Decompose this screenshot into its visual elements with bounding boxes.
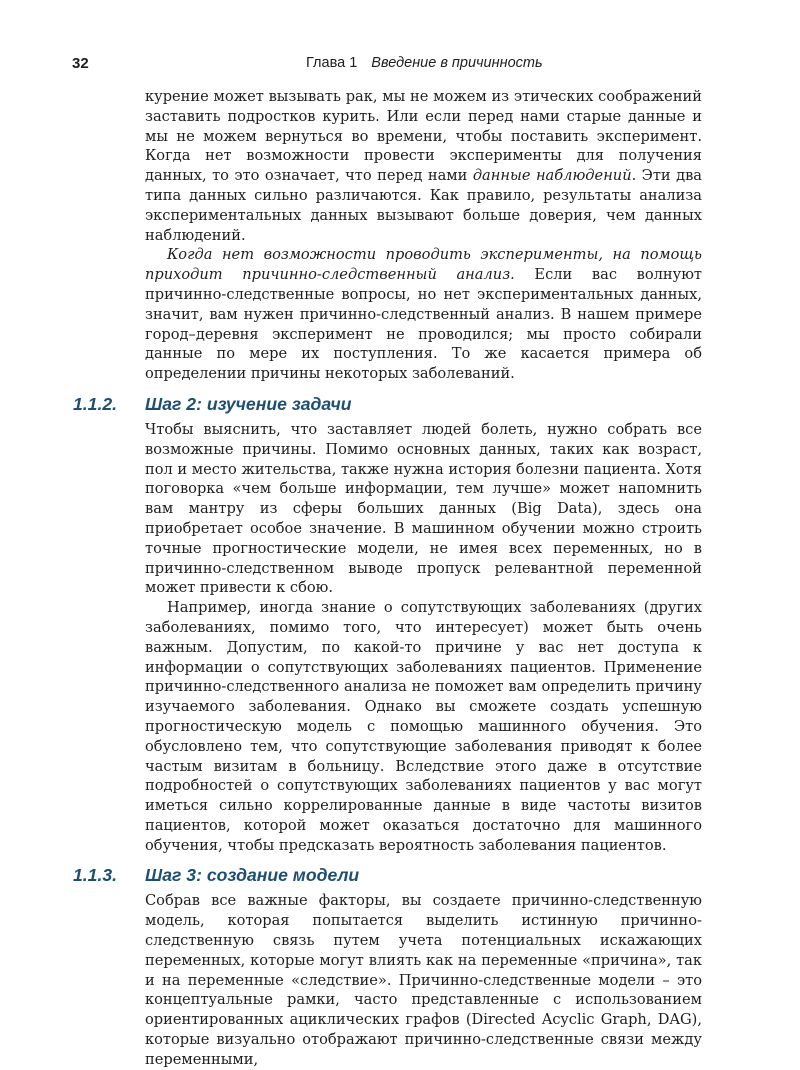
paragraph-1-text: курение может вызывать рак, мы не можем из этических соображений заставить подростков курить. Или если перед нами старые данные и мы не можем вернуться во времени, чтобы поставить эксперимент. Когда нет возможности провести эксперименты для получения данных, то это означает, что перед нами xyxy=(145,88,702,185)
paragraph-2 xyxy=(145,245,702,384)
page-body xyxy=(73,87,702,1070)
section-title: Шаг 2: изучение задачи xyxy=(145,393,352,414)
page-header xyxy=(72,55,700,77)
section-heading-step-3 xyxy=(73,864,702,886)
running-head xyxy=(306,55,543,71)
page-number: 32 xyxy=(72,55,89,72)
section-title: Шаг 3: создание модели xyxy=(145,865,360,886)
paragraph-2-text: Если вас волнуют причинно-следственные вопросы, но нет экспериментальных данных, значит, вам нужен причинно-следственный анализ. В нашем примере город–деревня эксперимент не проводился; мы просто собирали данные по мере их поступления. То же касается примера об определении причины некоторых заболеваний. xyxy=(145,266,702,383)
chapter-label: Глава 1 xyxy=(306,55,358,71)
paragraph-1-text-end: . Эти два типа данных сильно различаются. Как правило, результаты анализа экспериментальных данных вызывают больше доверия, чем данных наблюдений. xyxy=(145,167,702,244)
paragraph-3: Чтобы выяснить, что заставляет людей болеть, нужно собрать все возможные причины. Помимо основных данных, таких как возраст, пол и место жительства, также нужна история болезни пациента. Хотя поговорка «чем больше информации, тем лучше» может напомнить вам мантру из сферы больших данных (Big Data), здесь она приобретает особое значение. В машинном обучении можно строить точные прогностические модели, не имея всех переменных, но в причинно-следственном выводе пропуск релевантной переменной может привести к сбою. xyxy=(145,420,702,597)
paragraph-1-emphasis: данные наблюдений xyxy=(472,167,632,185)
section-heading-step-2 xyxy=(73,393,702,415)
section-number: 1.1.3. xyxy=(73,865,118,886)
paragraph-2-emphasis: Когда нет возможности проводить эксперименты, на помощь приходит причинно-следственный анализ. xyxy=(145,246,702,284)
paragraph-5: Собрав все важные факторы, вы создаете причинно-следственную модель, которая попытается выделить истинную причинно-следственную связь путем учета потенциальных искажающих переменных, которые могут влиять как на переменные «причина», так и на переменные «следствие». Причинно-следственные модели – это концептуальные рамки, часто представленные с использованием ориентированных ациклических графов (Directed Acyclic Graph, DAG), которые визуально отображают причинно-следственные связи между переменными, xyxy=(145,892,702,1068)
paragraph-4: Например, иногда знание о сопутствующих заболеваниях (других заболеваниях, помимо того, что интересует) может быть очень важным. Допустим, по какой-то причине у вас нет доступа к информации о сопутствующих заболеваниях пациентов. Применение причинно-следственного анализа не поможет вам определить причину изучаемого заболевания. Однако вы сможете создать успешную прогностическую модель с помощью машинного обучения. Это обусловлено тем, что сопутствующие заболевания приводят к более частым визитам в больницу. Вследствие этого даже в отсутствие подробностей о сопутствующих заболеваниях пациентов у вас могут иметься сильно коррелированные данные в виде частоты визитов пациентов, которой может оказаться достаточно для машинного обучения, чтобы предсказать вероятность заболевания пациентов. xyxy=(145,599,702,854)
chapter-title: Введение в причинность xyxy=(371,55,543,71)
paragraph-1 xyxy=(145,87,702,245)
section-number: 1.1.2. xyxy=(73,393,118,414)
